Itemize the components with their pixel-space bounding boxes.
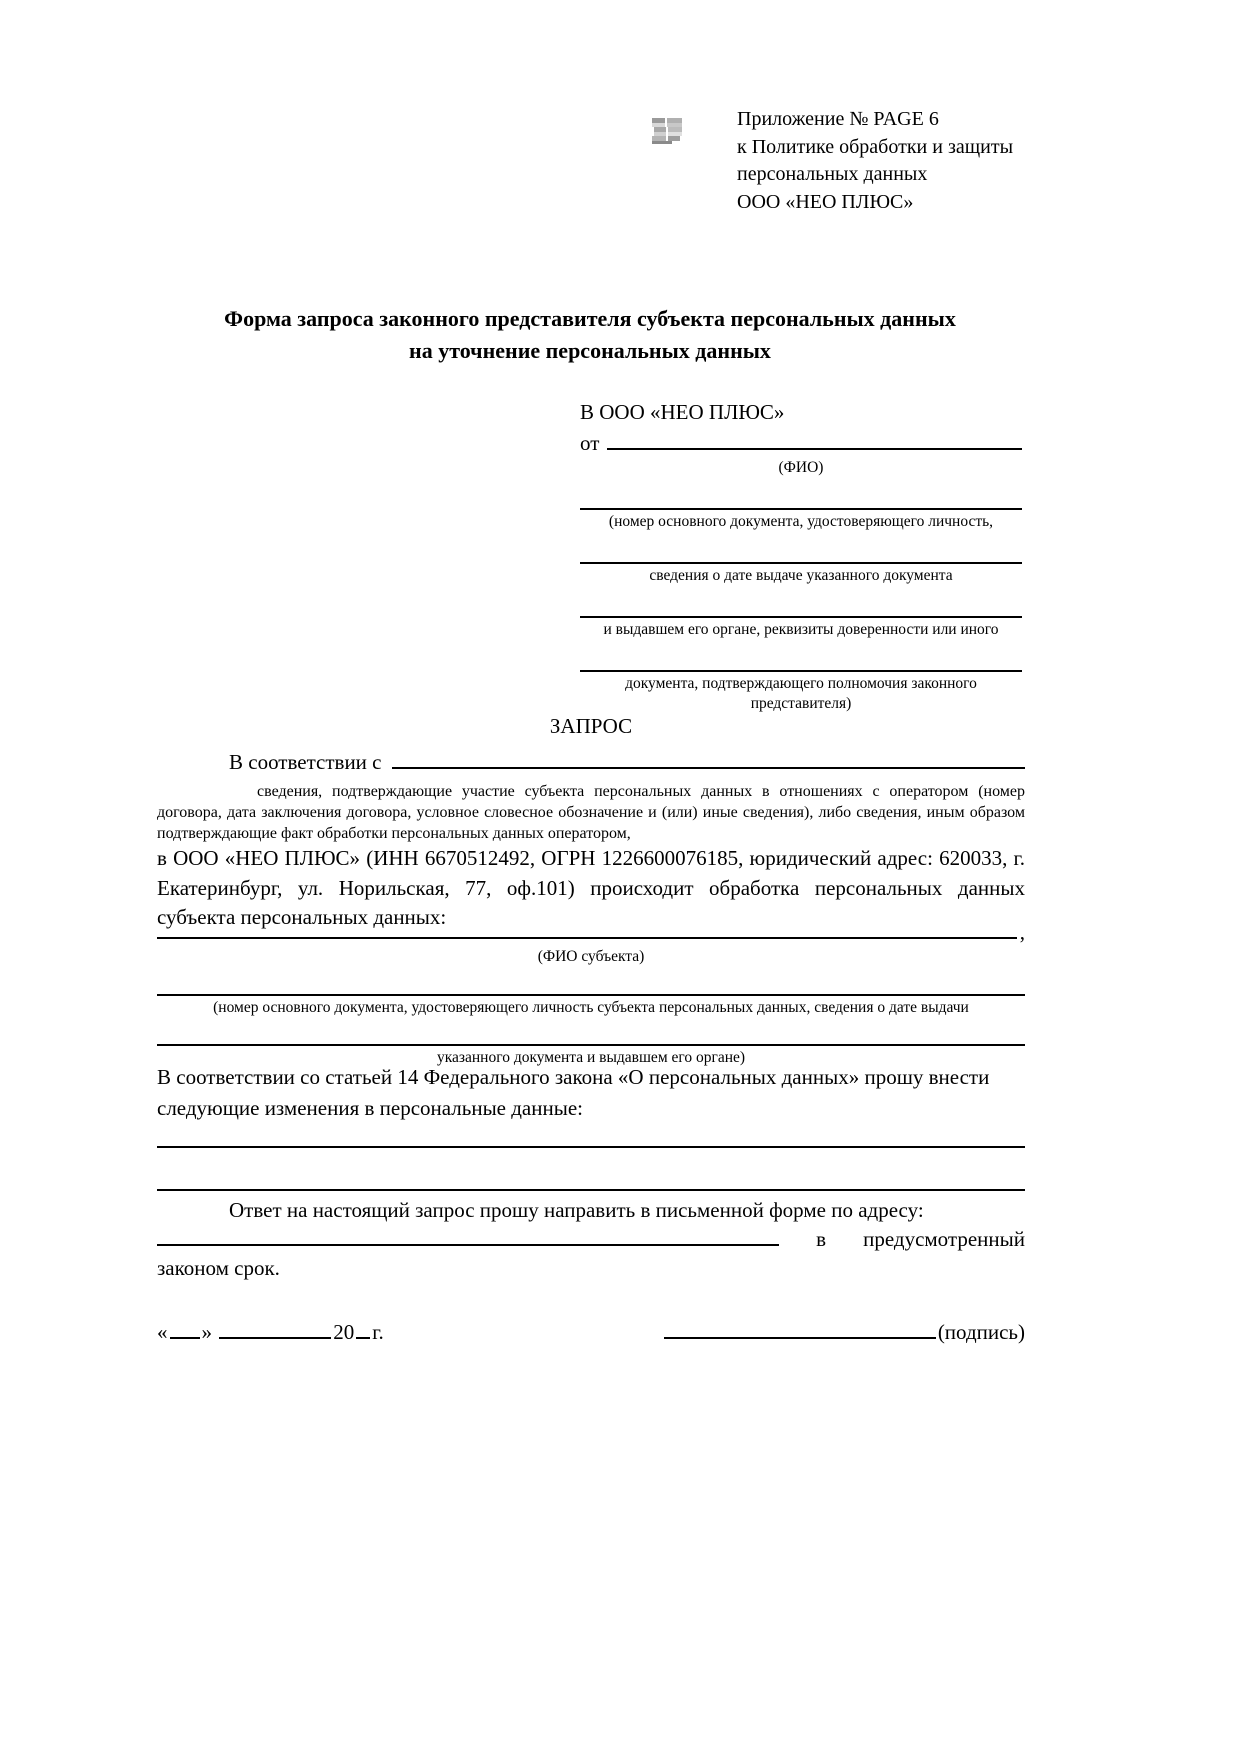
footnote-paragraph: сведения, подтверждающие участие субъекта персональных данных в отношениях с оператором (номер договора, дата заключения договора, условное словесное обозначение и (или) иные сведения), либо сведения, иным образом подтверждающие факт обработки персональных данных оператором,: [157, 783, 1025, 842]
date-year-blank: [356, 1336, 370, 1339]
blank-line: [157, 1044, 1025, 1046]
request-heading: ЗАПРОС: [549, 714, 633, 738]
blank-with-caption: [580, 508, 1022, 532]
annex-line-3: персональных данных: [737, 163, 928, 185]
answer-paragraph: [157, 1196, 1025, 1283]
date-day-blank: [170, 1336, 200, 1339]
answer-address-row: [157, 1225, 1025, 1254]
fio-caption: (ФИО): [778, 459, 824, 476]
signature-blank-line: [664, 1336, 936, 1339]
intro-lead: В соответствии с: [229, 750, 382, 774]
addressee-to: В ООО «НЕО ПЛЮС»: [580, 400, 785, 424]
annex-line-2: к Политике обработки и защиты: [737, 135, 1014, 158]
blank-caption-4: документа, подтверждающего полномочия законного представителя): [625, 675, 977, 712]
embedded-image-icon: [652, 118, 684, 144]
from-label: от: [580, 431, 600, 455]
date-year-suffix: г.: [372, 1320, 384, 1344]
addressee-block: [580, 400, 1022, 714]
blank-caption-3: и выдавшем его органе, реквизиты доверенности или иного: [603, 621, 999, 638]
blank-line: [580, 670, 1022, 672]
blank-line: [580, 508, 1022, 510]
blank-with-caption: [580, 670, 1022, 714]
title-line-2: на уточнение персональных данных: [409, 338, 771, 363]
blank-caption-2: сведения о дате выдаче указанного документа: [649, 567, 953, 584]
answer-word-term: предусмотренный: [863, 1227, 1025, 1251]
blank-with-caption: [157, 994, 1025, 1018]
intro-blank-line: [392, 753, 1026, 769]
annex-line-1: Приложение № PAGE 6: [737, 108, 939, 130]
signature-caption: (подпись): [937, 1320, 1025, 1344]
title-line-1: Форма запроса законного представителя субъекта персональных данных: [224, 306, 956, 331]
date-signature-row: [157, 1320, 1025, 1345]
blank-caption-1: (номер основного документа, удостоверяющего личность,: [608, 513, 994, 530]
annex-line-4: ООО «НЕО ПЛЮС»: [737, 190, 914, 213]
subject-fio-row: [157, 920, 1025, 945]
intro-row: [157, 750, 1025, 775]
changes-blank-line-2: [157, 1189, 1025, 1191]
document-title: [140, 303, 1040, 367]
date-group: [157, 1320, 384, 1345]
signature-group: [662, 1320, 1025, 1345]
changes-blank-line-1: [157, 1146, 1025, 1148]
answer-word-v: в: [816, 1227, 827, 1251]
date-close-quote: »: [201, 1320, 212, 1344]
blank-with-caption: [580, 616, 1022, 640]
from-blank-line: [607, 434, 1022, 450]
from-row: [580, 431, 1022, 456]
blank-with-caption: [580, 562, 1022, 586]
date-year: 20: [333, 1320, 355, 1344]
article14-paragraph: В соответствии со статьей 14 Федерального закона «О персональных данных» прошу внести следующие изменения в персональные данные:: [157, 1065, 990, 1120]
blank-line: [157, 994, 1025, 996]
address-blank-line: [157, 1230, 779, 1246]
subject-doc-caption-2: указанного документа и выдавшем его органе): [436, 1049, 746, 1066]
operator-paragraph: в ООО «НЕО ПЛЮС» (ИНН 6670512492, ОГРН 1226600076185, юридический адрес: 620033, г. Екатеринбург, ул. Норильская, 77, оф.101) происходит обработка персональных данных субъекта персональных данных:: [157, 846, 1025, 929]
date-month-blank: [219, 1336, 331, 1339]
subject-block: [157, 920, 1025, 1068]
annex-header: [737, 106, 1037, 216]
blank-line: [580, 616, 1022, 618]
date-open-quote: «: [157, 1320, 168, 1344]
subject-fio-caption: (ФИО субъекта): [537, 948, 645, 965]
trailing-comma: ,: [1019, 920, 1025, 944]
blank-line: [580, 562, 1022, 564]
answer-closing: законом срок.: [157, 1256, 280, 1280]
answer-request-line: Ответ на настоящий запрос прошу направить в письменной форме по адресу:: [229, 1198, 924, 1222]
subject-fio-blank-line: [157, 923, 1017, 939]
subject-doc-caption-1: (номер основного документа, удостоверяющего личность субъекта персональных данных, сведения о дате выдачи: [213, 999, 969, 1016]
